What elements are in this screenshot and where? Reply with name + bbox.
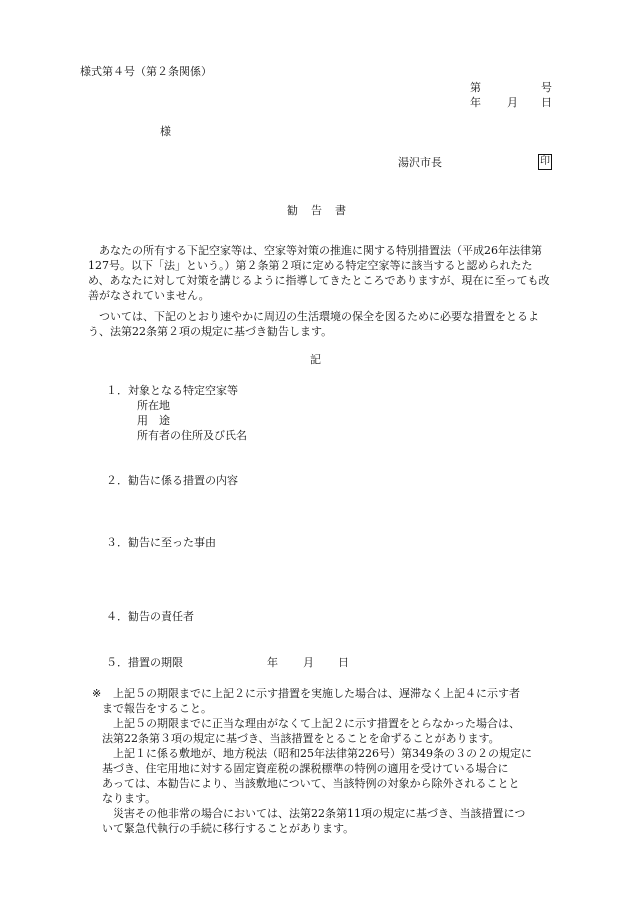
note-3-line-3: あっては、本勧告により、当該敷地について、当該特例の対象から除外されることと bbox=[102, 777, 520, 790]
item-5-year: 年 bbox=[267, 656, 278, 669]
seal-mark: 印 bbox=[538, 154, 552, 170]
intro-paragraph-1: あなたの所有する下記空家等は、空家等対策の推進に関する特別措置法（平成26年法律第127号。以下「法」という。）第２条第２項に定める特定空家等に該当すると認められたため、あなたに対して対策を講じるように指導してきたところでありますが、現在に至っても改善がなされていません。 bbox=[88, 244, 550, 302]
note-3-line-1: 上記１に係る敷地が、地方税法（昭和25年法律第226号）第349条の３の２の規定に bbox=[113, 747, 532, 760]
date-year: 年 bbox=[470, 96, 481, 109]
note-4-line-1: 災害その他非常の場合においては、法第22条第11項の規定に基づき、当該措置につ bbox=[113, 807, 526, 820]
item-4-label: ４．勧告の責任者 bbox=[106, 610, 194, 623]
date-month: 月 bbox=[507, 96, 518, 109]
note-1-line-1: 上記５の期限までに上記２に示す措置を実施した場合は、遅滞なく上記４に示す者 bbox=[113, 687, 520, 700]
document-number-suffix: 号 bbox=[541, 81, 552, 94]
document-number-prefix: 第 bbox=[470, 81, 481, 94]
item-3-label: ３．勧告に至った事由 bbox=[106, 536, 216, 549]
note-mark: ※ bbox=[92, 687, 102, 700]
document-title: 勧 告 書 bbox=[287, 204, 347, 217]
item-5-day: 日 bbox=[338, 656, 349, 669]
note-3-line-4: なります。 bbox=[102, 792, 157, 805]
item-1-use: 用 途 bbox=[137, 414, 170, 427]
ki-heading: 記 bbox=[310, 353, 321, 366]
item-5-month: 月 bbox=[303, 656, 314, 669]
date-day: 日 bbox=[541, 96, 552, 109]
intro-paragraph-2: ついては、下記のとおり速やかに周辺の生活環境の保全を図るために必要な措置をとるよう、法第22条第２項の規定に基づき勧告します。 bbox=[88, 310, 539, 338]
note-1-line-2: まで報告をすること。 bbox=[102, 702, 212, 715]
addressee-suffix: 様 bbox=[160, 125, 171, 138]
note-3-line-2: 基づき、住宅用地に対する固定資産税の課税標準の特例の適用を受けている場合に bbox=[102, 762, 509, 775]
item-1-location: 所在地 bbox=[137, 399, 170, 412]
issuer-title: 湯沢市長 bbox=[398, 156, 442, 169]
form-label: 様式第４号（第２条関係） bbox=[80, 65, 212, 78]
issuer-seal bbox=[538, 153, 552, 170]
note-2-line-1: 上記５の期限までに正当な理由がなくて上記２に示す措置をとらなかった場合は、 bbox=[113, 717, 520, 730]
item-2-label: ２．勧告に係る措置の内容 bbox=[106, 474, 238, 487]
item-1-label: １．対象となる特定空家等 bbox=[106, 384, 238, 397]
item-5-label: ５．措置の期限 bbox=[106, 656, 183, 669]
notes-block bbox=[88, 686, 558, 836]
note-4-line-2: いて緊急代執行の手続に移行することがあります。 bbox=[102, 822, 355, 835]
item-1-owner: 所有者の住所及び氏名 bbox=[137, 429, 247, 442]
note-2-line-2: 法第22条第３項の規定に基づき、当該措置をとることを命ずることがあります。 bbox=[102, 732, 500, 745]
